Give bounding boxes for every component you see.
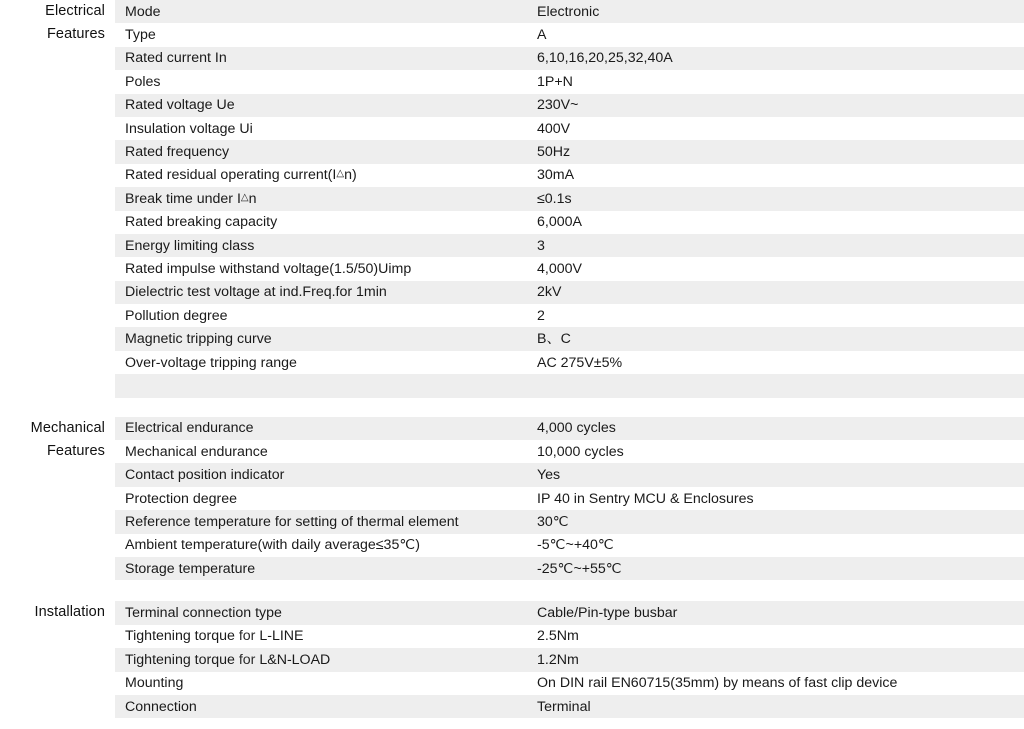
- spec-value: 4,000V: [537, 260, 582, 277]
- table-row: [115, 211, 1024, 234]
- table-row: [115, 695, 1024, 718]
- spec-name: Mode: [125, 3, 161, 20]
- spec-value: Electronic: [537, 3, 600, 20]
- spec-name: Rated current In: [125, 50, 227, 67]
- spec-name: Rated impulse withstand voltage(1.5/50)Uimp: [125, 260, 412, 277]
- spec-value: B、C: [537, 331, 571, 348]
- spec-name: Magnetic tripping curve: [125, 331, 272, 348]
- table-row: [115, 601, 1024, 624]
- spec-name: Mounting: [125, 675, 184, 692]
- spec-value: 400V: [537, 120, 571, 137]
- table-row: [115, 94, 1024, 117]
- table-row: [115, 625, 1024, 648]
- spec-value: A: [537, 27, 547, 44]
- table-row: [115, 234, 1024, 257]
- section-label-electrical-features: [0, 0, 115, 47]
- table-row: [115, 257, 1024, 280]
- section-mechanical-features: [0, 417, 1024, 581]
- spec-value: 50Hz: [537, 144, 571, 161]
- spec-value: 6,10,16,20,25,32,40A: [537, 50, 673, 67]
- spec-name: Break time under I△n: [125, 190, 257, 207]
- spec-rows-installation: [115, 601, 1024, 718]
- spec-value: Cable/Pin-type busbar: [537, 605, 678, 622]
- spec-value: 3: [537, 237, 545, 254]
- spec-rows-electrical: [115, 0, 1024, 398]
- spec-name: Over-voltage tripping range: [125, 354, 297, 371]
- spec-value: -5℃~+40℃: [537, 537, 614, 554]
- spec-value: 2.5Nm: [537, 628, 579, 645]
- table-row: [115, 327, 1024, 350]
- table-row: [115, 648, 1024, 671]
- spec-value: 2kV: [537, 284, 562, 301]
- spec-value: Yes: [537, 467, 561, 484]
- section-label-line: Features: [46, 443, 105, 460]
- spec-name: Mechanical endurance: [125, 443, 268, 460]
- spec-value: Terminal: [537, 698, 591, 715]
- spec-value: 2: [537, 307, 545, 324]
- section-label-mechanical-features: [0, 417, 115, 464]
- table-row: [115, 187, 1024, 210]
- spec-name: Contact position indicator: [125, 467, 285, 484]
- table-row: [115, 672, 1024, 695]
- spec-name: Ambient temperature(with daily average≤35℃): [125, 537, 420, 554]
- spec-value: 230V~: [537, 97, 579, 114]
- section-label-line: Electrical: [45, 3, 105, 19]
- table-row: [115, 117, 1024, 140]
- spec-value: AC 275V±5%: [537, 354, 623, 371]
- table-row: [115, 417, 1024, 440]
- table-row: [115, 164, 1024, 187]
- table-row: [115, 281, 1024, 304]
- spec-name: Rated breaking capacity: [125, 214, 278, 231]
- spec-value: 30mA: [537, 167, 575, 184]
- spec-value: ≤0.1s: [537, 190, 572, 207]
- spec-name: Reference temperature for setting of thermal element: [125, 513, 459, 530]
- section-label-line: Mechanical: [30, 419, 105, 436]
- section-installation: [0, 601, 1024, 718]
- section-gap: [0, 398, 1024, 417]
- section-label-line: Installation: [34, 604, 105, 621]
- spec-name: Rated frequency: [125, 144, 230, 161]
- spec-name: Tightening torque for L&N-LOAD: [125, 651, 331, 668]
- table-row: [115, 47, 1024, 70]
- spec-value: 1.2Nm: [537, 651, 579, 668]
- spec-name: Tightening torque for L-LINE: [125, 628, 304, 645]
- spec-name: Type: [125, 27, 156, 44]
- spec-name: Energy limiting class: [125, 237, 255, 254]
- table-row: [115, 463, 1024, 486]
- table-row: [115, 23, 1024, 46]
- spec-name: Pollution degree: [125, 307, 228, 324]
- table-row: [115, 351, 1024, 374]
- table-row: [115, 487, 1024, 510]
- spec-name: Electrical endurance: [125, 420, 254, 437]
- spec-value: 6,000A: [537, 214, 582, 231]
- table-row: [115, 440, 1024, 463]
- table-row: [115, 0, 1024, 23]
- spec-name: Rated voltage Ue: [125, 97, 235, 114]
- table-row: [115, 304, 1024, 327]
- table-row: [115, 140, 1024, 163]
- section-label-line: Features: [46, 26, 105, 43]
- spec-name: Storage temperature: [125, 560, 256, 577]
- section-label-installation: [0, 601, 115, 624]
- spec-value: IP 40 in Sentry MCU & Enclosures: [537, 490, 754, 507]
- spec-name: Rated residual operating current(I△n): [125, 167, 357, 184]
- spec-name: Protection degree: [125, 490, 237, 507]
- spec-value: -25℃~+55℃: [537, 560, 622, 577]
- spec-value: 1P+N: [537, 73, 573, 90]
- table-row: [115, 534, 1024, 557]
- table-row-empty: [115, 374, 1024, 397]
- table-row: [115, 510, 1024, 533]
- spec-value: 10,000 cycles: [537, 443, 624, 460]
- section-gap: [0, 580, 1024, 601]
- spec-value: On DIN rail EN60715(35mm) by means of fast clip device: [537, 675, 898, 692]
- table-row: [115, 557, 1024, 580]
- spec-name: Dielectric test voltage at ind.Freq.for 1min: [125, 284, 387, 301]
- spec-value: 4,000 cycles: [537, 420, 616, 437]
- spec-value: 30℃: [537, 513, 569, 530]
- spec-rows-mechanical: [115, 417, 1024, 581]
- table-row: [115, 70, 1024, 93]
- spec-name: Connection: [125, 698, 197, 715]
- spec-name: Poles: [125, 73, 161, 90]
- spec-name: Insulation voltage Ui: [125, 120, 253, 137]
- spec-name: Terminal connection type: [125, 605, 282, 622]
